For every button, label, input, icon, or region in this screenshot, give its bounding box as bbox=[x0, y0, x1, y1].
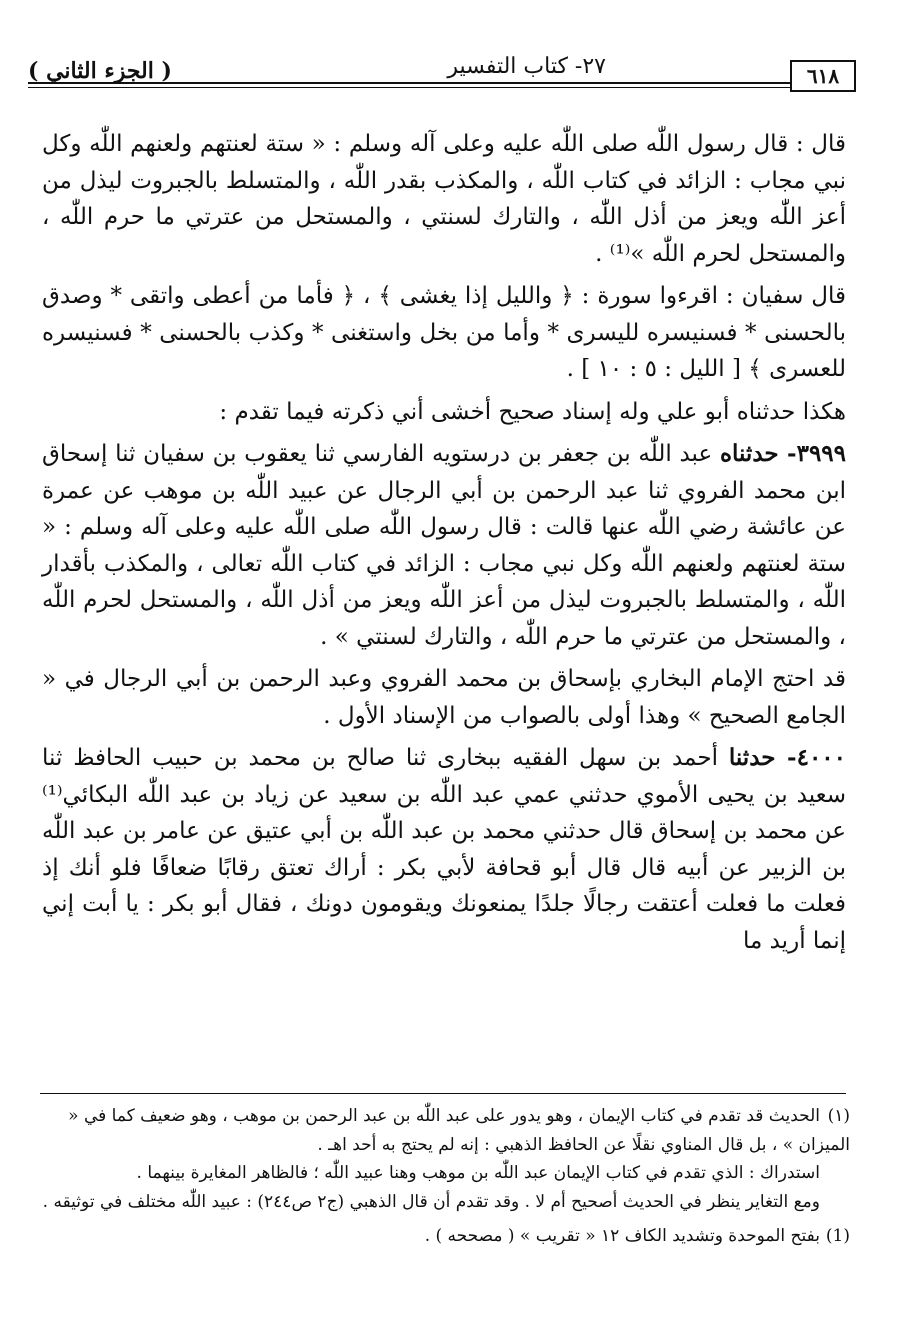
paragraph-2: قال سفيان : اقرءوا سورة : ﴿ والليل إذا يغشى ﴾ ، ﴿ فأما من أعطى واتقى * وصدق بالحسنى * فسنيسره لليسرى * وأما من بخل واستغنى * وكذب بالحسنى * فسنيسره للعسرى ﴾ [ الليل : ٥ : ١٠ ] . bbox=[42, 283, 846, 382]
volume-part: ( الجزء الثاني ) bbox=[28, 58, 172, 84]
footnotes bbox=[40, 1102, 850, 1251]
book-title: ٢٧- كتاب التفسير bbox=[447, 54, 606, 79]
footnote-number: (١) bbox=[827, 1106, 850, 1126]
hadith-number: ٤٠٠٠- حدثنا bbox=[728, 744, 847, 771]
paragraph-3: هكذا حدثناه أبو علي وله إسناد صحيح أخشى أني ذكرته فيما تقدم : bbox=[219, 398, 846, 425]
header-rule-thin bbox=[28, 87, 790, 88]
footnote-text: بفتح الموحدة وتشديد الكاف ١٢ « تقريب » ( مصححه ) . bbox=[424, 1226, 820, 1246]
footnote-number: (1) bbox=[825, 1226, 850, 1246]
hadith-text: عبد اللّٰه بن جعفر بن درستويه الفارسي ثنا يعقوب بن سفيان ثنا إسحاق ابن محمد الفروي ثنا عبد الرحمن بن أبي الرجال عن عبيد اللّٰه بن موهب عن عمرة عن عائشة رضي اللّٰه عنها قالت : قال رسول اللّٰه صلى اللّٰه عليه وعلى آله وسلم : « ستة لعنتهم ولعنهم اللّٰه وكل نبي مجاب : الزائد في كتاب اللّٰه تعالى ، والمكذب بأقدار اللّٰه ، والمتسلط بالجبروت ليذل من أعز اللّٰه ويعز من أذل اللّٰه ، والمستحل لحرم اللّٰه ، والمستحل من عترتي ما حرم اللّٰه ، والتارك لسنتي » . bbox=[42, 441, 846, 650]
footnote-2 bbox=[40, 1222, 850, 1251]
footnote-text: الحديث قد تقدم في كتاب الإيمان ، وهو يدور على عبد اللّٰه بن عبد الرحمن بن موهب ، وهو ضعيف كما في « الميزان » ، بل قال المناوي نقلًا عن الحافظ الذهبي : إنه لم يحتج به أحد اهـ . bbox=[68, 1106, 850, 1155]
page-header bbox=[28, 50, 856, 90]
main-text bbox=[42, 126, 846, 965]
footnote-1 bbox=[40, 1102, 850, 1159]
footnote-1-addendum: استدراك : الذي تقدم في كتاب الإيمان عبد اللّٰه بن موهب وهنا عبيد اللّٰه ؛ فالظاهر المغايرة بينهما . bbox=[136, 1163, 820, 1183]
hadith-4000 bbox=[42, 740, 846, 959]
hadith-number: ٣٩٩٩- حدثناه bbox=[719, 440, 847, 467]
footnote-1-note: ومع التغاير ينظر في الحديث أصحيح أم لا . وقد تقدم أن قال الذهبي (ج٢ ص٢٤٤) : عبيد اللّٰه مختلف في توثيقه . bbox=[42, 1191, 820, 1212]
hadith-3999 bbox=[42, 436, 846, 655]
footnote-separator bbox=[40, 1093, 846, 1094]
header-rule bbox=[28, 82, 790, 84]
page-number: ٦١٨ bbox=[790, 60, 856, 92]
paragraph-1: قال : قال رسول اللّٰه صلى اللّٰه عليه وعلى آله وسلم : « ستة لعنتهم ولعنهم اللّٰه وكل نبي مجاب : الزائد في كتاب اللّٰه ، والمكذب بقدر اللّٰه ، والمتسلط بالجبروت ليذل من أعز اللّٰه ويعز من أذل اللّٰه ، والتارك لسنتي ، والمستحل من عترتي ما حرم اللّٰه ، والمستحل لحرم اللّٰه »⁽¹⁾ . bbox=[42, 131, 846, 267]
paragraph-5: قد احتج الإمام البخاري بإسحاق بن محمد الفروي وعبد الرحمن بن أبي الرجال في « الجامع الصحيح » وهذا أولى بالصواب من الإسناد الأول . bbox=[42, 666, 846, 729]
hadith-text: أحمد بن سهل الفقيه ببخارى ثنا صالح بن محمد بن حبيب الحافظ ثنا سعيد بن يحيى الأموي حدثني عمي عبد اللّٰه بن سعيد عن زياد بن عبد اللّٰه البكائي⁽¹⁾ عن محمد بن إسحاق قال حدثني محمد بن عبد اللّٰه بن أبي عتيق عن عامر بن عبد اللّٰه بن الزبير عن أبيه قال قال أبو قحافة لأبي بكر : أراك تعتق رقابًا ضعافًا فلو أنك إذ فعلت ما فعلت أعتقت رجالًا جلدًا يمنعونك ويقومون دونك ، فقال أبو بكر : يا أبت إني إنما أريد ما bbox=[42, 745, 846, 954]
